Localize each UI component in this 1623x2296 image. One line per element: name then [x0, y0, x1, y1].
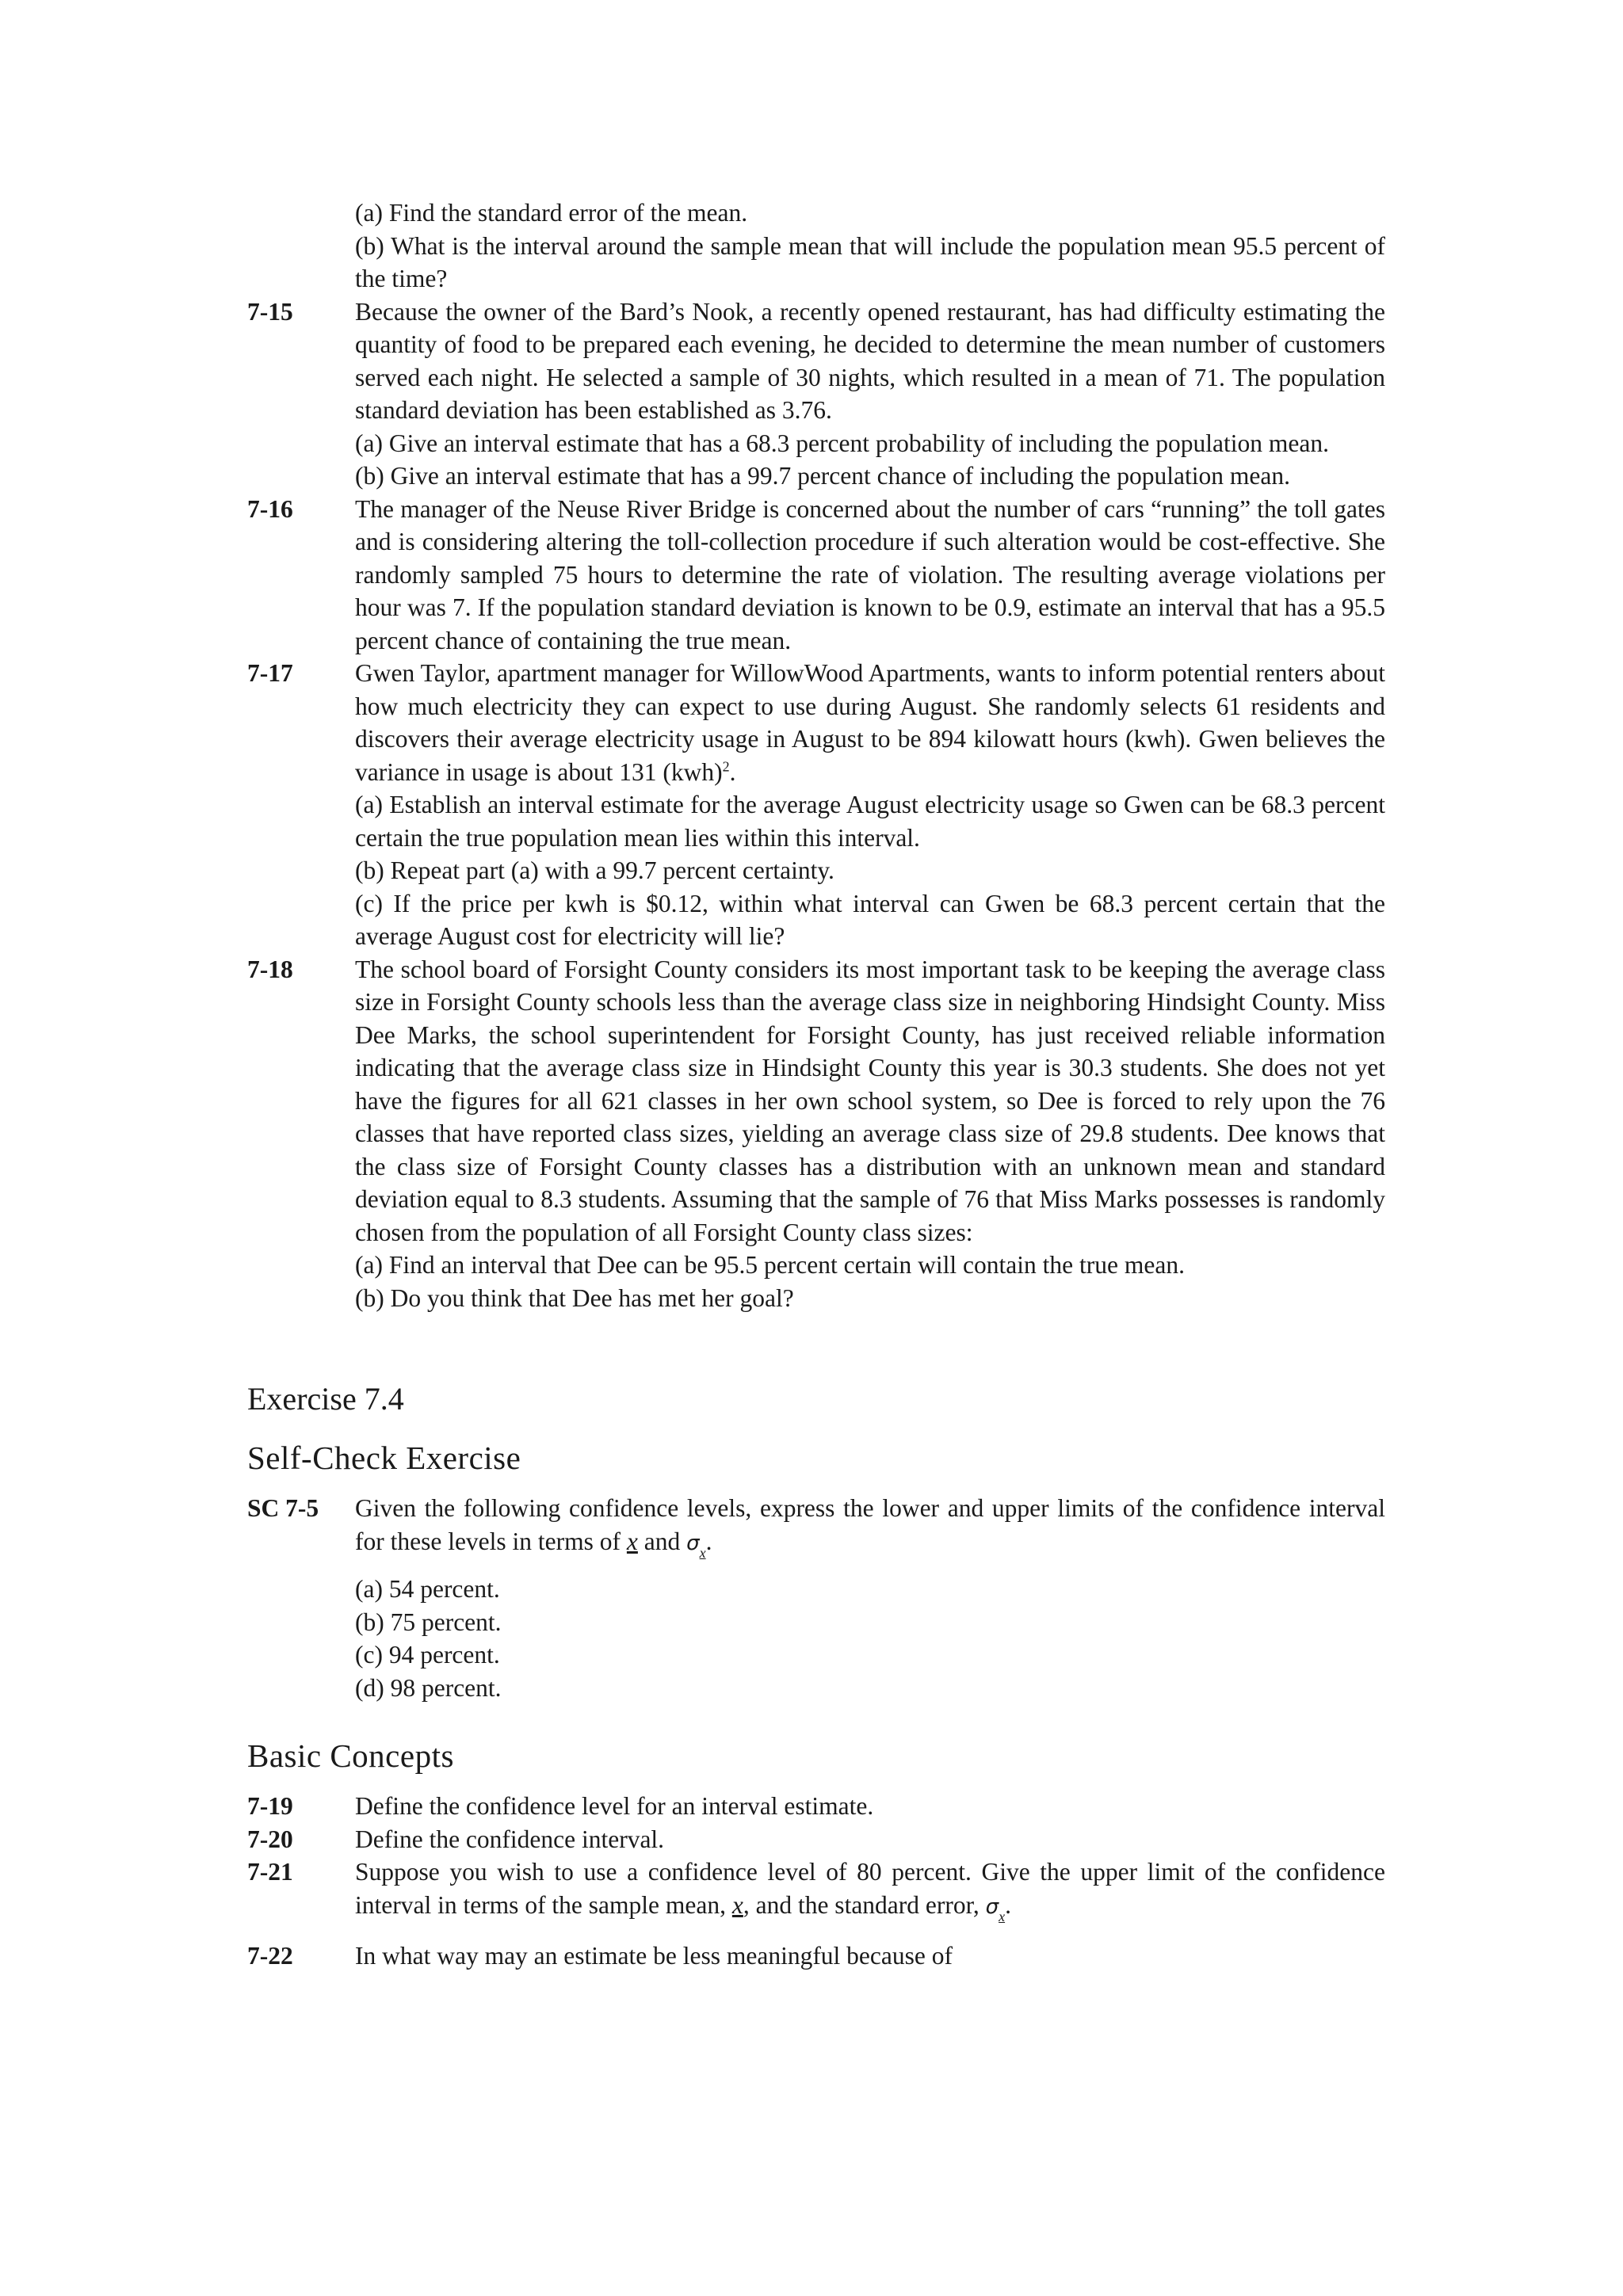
text-run: . — [1005, 1890, 1011, 1919]
section-heading-basic-concepts: Basic Concepts — [247, 1737, 454, 1774]
exercise-number: 7-21 — [247, 1858, 293, 1886]
exercise-7-22 — [247, 1939, 1385, 1973]
part-a: (a) Give an interval estimate that has a 68.3 percent probability of including the population mean. — [355, 429, 1329, 457]
list-item: (d) 98 percent. — [355, 1673, 502, 1702]
exercise-number: 7-16 — [247, 494, 293, 523]
symbol-sigma: σ — [985, 1894, 999, 1919]
exercise-number: SC 7-5 — [247, 1494, 319, 1522]
list-item: (a) 54 percent. — [355, 1575, 500, 1603]
part-b: (b) Repeat part (a) with a 99.7 percent certainty. — [355, 856, 834, 884]
exercise-number: 7-17 — [247, 659, 293, 687]
exercise-text: Because the owner of the Bard’s Nook, a recently opened restaurant, has had difficulty estimating the quantity of food to be prepared each evening, he decided to determine the mean number of customers served each night. He selected a sample of 30 nights, which resulted in a mean of 71. The population standard deviation has been established as 3.76. — [355, 297, 1385, 424]
text-run: Suppose you wish to use a confidence level of 80 percent. Give the upper limit of the confidence interval in terms of the sample mean, — [355, 1858, 1385, 1919]
text-run: . — [705, 1527, 712, 1555]
subscript: x — [999, 1908, 1006, 1924]
document-page — [247, 196, 1385, 1973]
symbol-x-bar: x — [626, 1527, 638, 1555]
part-b: (b) Do you think that Dee has met her goal? — [355, 1283, 794, 1312]
text-run: Given the following confidence levels, express the lower and upper limits of the confidence interval for these levels in terms of — [355, 1494, 1385, 1555]
part-b: (b) Give an interval estimate that has a 99.7 percent chance of including the population mean. — [355, 462, 1290, 490]
exercise-number: 7-22 — [247, 1942, 293, 1970]
exercise-number: 7-20 — [247, 1825, 293, 1853]
part-b: (b) What is the interval around the sample mean that will include the population mean 95.5 percent of the time? — [355, 231, 1385, 292]
exercise-7-18 — [247, 953, 1385, 1315]
part-c: (c) If the price per kwh is $0.12, within what interval can Gwen be 68.3 percent certain that the average August cost for electricity will lie? — [355, 889, 1385, 950]
subscript: x — [699, 1544, 706, 1561]
exercise-7-20 — [247, 1823, 1385, 1856]
exercise-7-21 — [247, 1855, 1385, 1933]
exercise-sc-7-5 — [247, 1492, 1385, 1569]
exercise-text: Define the confidence level for an interval estimate. — [355, 1792, 874, 1820]
superscript: 2 — [722, 758, 730, 774]
symbol-sigma: σ — [686, 1531, 700, 1555]
exercise-number: 7-15 — [247, 297, 293, 326]
exercise-text: Define the confidence interval. — [355, 1825, 665, 1853]
text-run: , and the standard error, — [743, 1890, 980, 1919]
section-heading-self-check: Self-Check Exercise — [247, 1440, 521, 1476]
list-item: (c) 94 percent. — [355, 1641, 500, 1669]
exercise-number: 7-19 — [247, 1792, 293, 1820]
exercise-7-19 — [247, 1790, 1385, 1823]
part-a: (a) Find the standard error of the mean. — [355, 199, 748, 227]
part-a: (a) Establish an interval estimate for the average August electricity usage so Gwen can be 68.3 percent certain the true population mean lies within this interval. — [355, 791, 1385, 852]
exercise-7-15 — [247, 296, 1385, 493]
part-a: (a) Find an interval that Dee can be 95.5 percent certain will contain the true mean. — [355, 1251, 1185, 1279]
text-run: . — [729, 757, 736, 786]
symbol-x-bar: x — [731, 1890, 743, 1919]
exercise-text: The manager of the Neuse River Bridge is concerned about the number of cars “running” the toll gates and is considering altering the toll-collection procedure if such alteration would be cost-effective. She randomly sampled 75 hours to determine the rate of violation. The resulting average violations per hour was 7. If the population standard deviation is known to be 0.9, estimate an interval that has a 95.5 percent chance of containing the true mean. — [355, 494, 1385, 654]
exercise-text: In what way may an estimate be less meaningful because of — [355, 1942, 953, 1970]
exercise-title: Exercise 7.4 — [247, 1381, 404, 1417]
exercise-number: 7-18 — [247, 955, 293, 983]
option-list — [355, 1573, 1385, 1704]
list-item: (b) 75 percent. — [355, 1608, 502, 1636]
text-run: Gwen Taylor, apartment manager for WillowWood Apartments, wants to inform potential renters about how much electricity they can expect to use during August. She randomly selects 61 residents and discovers their average electricity usage in August to be 894 kilowatt hours (kwh). Gwen believes the variance in usage is about 131 (kwh) — [355, 659, 1385, 786]
exercise-text — [355, 1855, 1385, 1933]
exercise-text: The school board of Forsight County considers its most important task to be keeping the average class size in Forsight County schools less than the average class size in neighboring Hindsight County. Miss Dee Marks, the school superintendent for Forsight County, has just received reliable information indicating that the average class size in Hindsight County this year is 30.3 students. She does not yet have the figures for all 621 classes in her own school system, so Dee is forced to rely upon the 76 classes that have reported class sizes, yielding an average class size of 29.8 students. Dee knows that the class size of Forsight County classes has a distribution with an unknown mean and standard deviation equal to 8.3 students. Assuming that the sample of 76 that Miss Marks possesses is randomly chosen from the population of all Forsight County class sizes: — [355, 955, 1385, 1246]
text-run: and — [643, 1527, 681, 1555]
exercise-text — [355, 1492, 1385, 1569]
exercise-7-16 — [247, 493, 1385, 658]
exercise-text — [355, 657, 1385, 788]
exercise-7-17 — [247, 657, 1385, 953]
